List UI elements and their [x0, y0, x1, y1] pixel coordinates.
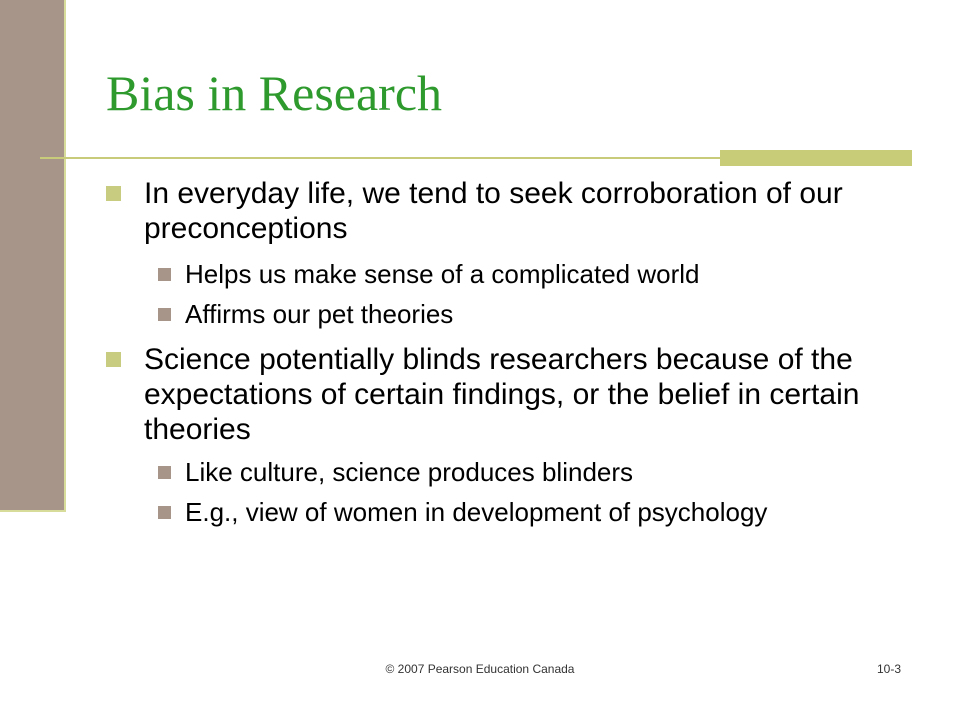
sub-bullet-item	[106, 456, 926, 488]
square-bullet-icon	[106, 186, 121, 201]
sub-bullet-item	[106, 298, 926, 330]
sub-bullet-item	[106, 258, 926, 290]
bullet-text: In everyday life, we tend to seek corroboration of our preconceptions	[144, 177, 843, 245]
bullet-item	[106, 176, 926, 246]
square-bullet-icon	[158, 506, 171, 519]
page-number: 10-3	[877, 662, 902, 676]
left-bar-accent-line	[0, 510, 66, 512]
slide-content	[106, 176, 926, 528]
sub-bullet-text: Helps us make sense of a complicated world	[185, 259, 700, 289]
copyright-text: © 2007 Pearson Education Canada	[385, 662, 575, 676]
bullet-text: Science potentially blinds researchers because of the expectations of certain findings, or the belief in certain theories	[144, 343, 860, 446]
square-bullet-icon	[158, 268, 171, 281]
square-bullet-icon	[158, 308, 171, 321]
sub-bullet-text: Like culture, science produces blinders	[185, 457, 634, 487]
square-bullet-icon	[106, 352, 121, 367]
slide-title: Bias in Research	[106, 65, 443, 121]
sub-bullet-item	[106, 496, 926, 528]
left-decorative-bar	[0, 0, 66, 512]
bullet-item	[106, 342, 926, 447]
sub-bullet-text: Affirms our pet theories	[185, 299, 454, 329]
sub-bullet-text: E.g., view of women in development of psychology	[185, 497, 768, 527]
title-rule-accent-block	[720, 150, 912, 166]
square-bullet-icon	[158, 466, 171, 479]
